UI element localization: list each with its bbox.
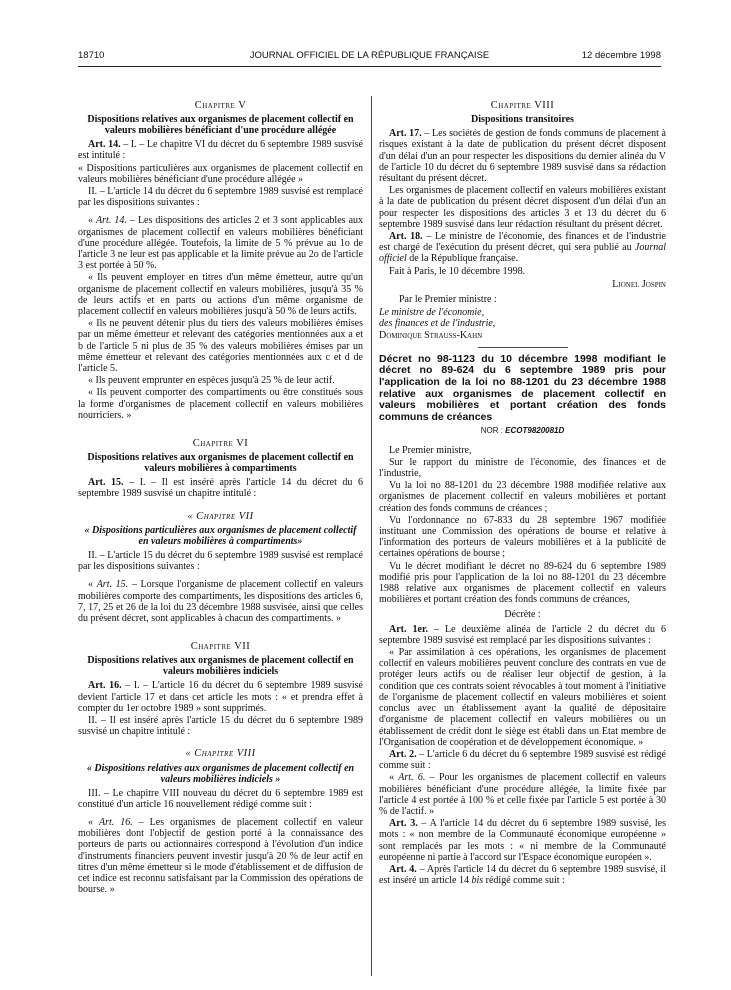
paragraph: Vu le décret modifiant le décret no 89-624 du 6 septembre 1989 modifié pris pour l'application de la loi no 88-1201 du 23 décembre 1988 relative aux organismes de placement collectif en valeurs mobilières et portant création des fonds communs de créances, <box>379 560 666 606</box>
quoted-chapter-subtitle: « Dispositions particulières aux organismes de placement collectif en valeurs mobilières à compartiments» <box>84 524 357 547</box>
paragraph: II. – Il est inséré après l'article 15 du décret du 6 septembre 1989 susvisé un chapitre intitulé : <box>78 714 363 738</box>
left-column <box>78 96 363 896</box>
quoted-paragraph: « Ils peuvent employer en titres d'un même émetteur, autre qu'un organisme de placement collectif en valeurs mobilières, jusqu'à 35 % de leurs actifs et en parts ou actions d'un même organisme de placement collectif en valeurs mobilières jusqu'à 50 % de leurs actifs. <box>78 272 363 318</box>
paragraph: Sur le rapport du ministre de l'économie, des finances et de l'industrie, <box>379 456 666 480</box>
article-label: Art. 3. <box>389 818 418 830</box>
chapter-title: Chapitre VII <box>190 641 251 653</box>
article-label: Art. 2. <box>389 748 417 760</box>
paragraph: Le Premier ministre, <box>389 444 472 456</box>
quoted-paragraph: « Ils ne peuvent détenir plus du tiers des valeurs mobilières émises par un même émetteur et relevant des catégories mentionnées aux a et b de l'article 5 ni plus de 35 % des valeurs mobilières émises par un même émetteur et relevant des catégories mentionnées aux c et d de l'article 5. <box>78 318 363 375</box>
article-label: Art. 4. <box>389 863 417 875</box>
nor-reference: NOR : ECOT9820081D <box>480 426 565 436</box>
chapter-subtitle: Dispositions relatives aux organismes de placement collectif en valeurs mobilières à compartiments <box>87 452 354 475</box>
decree-title: Décret no 98-1123 du 10 décembre 1998 modifiant le décret no 89-624 du 6 septembre 1989 pris pour l'application de la loi no 88-1201 du 23 décembre 1988 relative aux organismes de placement collectif en valeurs mobilières et portant création des fonds communs de créances <box>379 352 666 423</box>
article-paragraph: Art. 17. – Les sociétés de gestion de fonds communs de placement à risques existant à la date de publication du présent décret disposent d'un délai d'un an pour respecter les dispositions du dernier alinéa du V de l'article 10 du décret du 6 septembre 1989 susvisé dans sa rédaction résultant du présent décret. <box>379 128 666 185</box>
chapter-title: Chapitre V <box>194 100 247 111</box>
article-label: Art. 14. <box>88 139 121 151</box>
article-paragraph: Art. 2. – L'article 6 du décret du 6 septembre 1989 susvisé est rédigé comme suit : <box>379 748 666 772</box>
quoted-paragraph: « Ils peuvent emprunter en espèces jusqu'à 25 % de leur actif. <box>88 375 335 387</box>
minister-title: Le ministre de l'économie, <box>379 307 485 319</box>
article-paragraph: Art. 18. – Le ministre de l'économie, des finances et de l'industrie est chargé de l'exécution du présent décret, qui sera publié au Journal officiel de la République française. <box>379 231 666 265</box>
header-rule <box>78 66 661 67</box>
decrete-label: Décrète : <box>504 609 541 621</box>
paragraph: Vu la loi no 88-1201 du 23 décembre 1988 modifiée relative aux organismes de placement collectif en valeurs mobilières et portant création des fonds communs de créances ; <box>379 480 666 514</box>
separator <box>478 347 568 348</box>
article-label: Art. 18. <box>389 231 423 243</box>
article-paragraph: Art. 4. – Après l'article 14 du décret du 6 septembre 1989 susvisé, il est inséré un article 14 bis rédigé comme suit : <box>379 863 666 887</box>
chapter-subtitle: Dispositions relatives aux organismes de placement collectif en valeurs mobilières indiciels <box>87 655 354 678</box>
quoted-paragraph: « Art. 15. – Lorsque l'organisme de placement collectif en valeurs mobilières comporte des compartiments, les dispositions des articles 6, 7, 17, 25 et 26 de la loi du 23 décembre 1988 susvisée, ainsi que celles du présent décret, sont applicables à chacun des compartiments. » <box>78 579 364 624</box>
page-number: 18710 <box>78 50 105 61</box>
article-paragraph: Art. 3. – A l'article 14 du décret du 6 septembre 1989 susvisé, les mots : « non membre de la Communauté économique européenne » sont remplacés par les mots : « ni membre de la Communauté européenne ni partie à l'accord sur l'Espace économique européen ». <box>379 818 666 863</box>
signatory-prime-minister: Lionel Jospin <box>612 278 666 290</box>
signature-place-date: Fait à Paris, le 10 décembre 1998. <box>389 265 526 277</box>
article-paragraph: Art. 1er. – Le deuxième alinéa de l'article 2 du décret du 6 septembre 1989 susvisé est remplacé par les dispositions suivantes : <box>379 623 666 646</box>
quoted-paragraph: « Art. 14. – Les dispositions des articles 2 et 3 sont applicables aux organismes de placement collectif en valeurs mobilières bénéficiant d'une procédure allégée. Toutefois, la limite de 5 % prévue au 1o de l'article 3 ne leur est pas applicable et la limite prévue au 2o de l'article 3 est portée à 50 %. <box>78 215 364 272</box>
quoted-paragraph: « Par assimilation à ces opérations, les organismes de placement collectif en valeurs mobilières peuvent conclure des contrats en vue de protéger leurs actifs ou de réaliser leur objectif de gestion, à la condition que ces contrats soient révocables à tout moment à l'initiative de l'organisme de placement collectif en valeurs mobilières et soient conclus avec un établissement ayant la qualité de dépositaire d'organisme de placement collectif en valeurs mobilières ou un établissement de crédit dont le siège est établi dans un Etat membre de l'Organisation de coopération et de développement économique. » <box>379 647 666 748</box>
column-divider <box>371 96 372 976</box>
article-label: Art. 16. <box>88 680 122 692</box>
page-header <box>78 50 661 66</box>
article-paragraph: Art. 15. – I. – Il est inséré après l'article 14 du décret du 6 septembre 1989 susvisé un chapitre intitulé : <box>78 477 363 500</box>
chapter-title: Chapitre VIII <box>490 100 555 111</box>
chapter-subtitle: Dispositions transitoires <box>471 114 574 126</box>
chapter-subtitle: Dispositions relatives aux organismes de placement collectif en valeurs mobilières bénéficiant d'une procédure allégée <box>87 114 354 137</box>
paragraph: II. – L'article 15 du décret du 6 septembre 1989 susvisé est remplacé par les dispositions suivantes : <box>78 549 363 573</box>
chapter-title: Chapitre VI <box>192 438 249 450</box>
paragraph: Vu l'ordonnance no 67-833 du 28 septembre 1967 modifiée instituant une Commission des opérations de bourse et relative à l'information des porteurs de valeurs mobilières et à la publicité de certaines opérations de bourse ; <box>379 514 666 560</box>
quoted-paragraph: « Art. 6. – Pour les organismes de placement collectif en valeurs mobilières bénéficiant d'une procédure allégée, la limite fixée par l'article 4 est portée à 100 % et celle fixée par l'article 5 est portée à 30 % de l'actif. » <box>379 772 667 817</box>
quoted-paragraph: « Art. 16. – Les organismes de placement collectif en valeur mobilières dont l'objectif de gestion porté à la connaissance des porteurs de parts ou actionnaires correspond à l'évolution d'un indice d'instruments financiers peuvent investir jusqu'à 20 % de leur actif en titres d'un même émetteur si le mode d'établissement et de diffusion de cet indice est reconnu satisfaisant par la Commission des opérations de bourse. » <box>78 816 364 896</box>
paragraph: III. – Le chapitre VIII nouveau du décret du 6 septembre 1989 est constitué d'un article 16 nouvellement rédigé comme suit : <box>78 787 363 810</box>
quoted-chapter-subtitle: « Dispositions relatives aux organismes de placement collectif en valeurs mobilières indiciels » <box>86 762 355 785</box>
quoted-chapter-title: « Chapitre VII <box>187 510 254 522</box>
paragraph: II. – L'article 14 du décret du 6 septembre 1989 susvisé est remplacé par les dispositions suivantes : <box>78 186 363 209</box>
journal-title: JOURNAL OFFICIEL DE LA RÉPUBLIQUE FRANÇAISE <box>249 50 490 61</box>
article-label: Art. 17. <box>389 128 422 140</box>
quoted-paragraph: « Ils peuvent comporter des compartiments ou être constitués sous la forme d'organismes de placement collectif en valeurs mobilières nourriciers. » <box>78 387 363 421</box>
paragraph: Les organismes de placement collectif en valeurs mobilières existant à la date de publication du présent décret disposent d'un délai d'un an pour respecter les dispositions des articles 3 et 13 du décret du 6 septembre 1989 susvisé dans leur rédaction résultant du présent décret. <box>379 185 666 230</box>
right-column <box>379 96 666 887</box>
quoted-chapter-title: « Chapitre VIII <box>185 748 256 760</box>
minister-title-cont: des finances et de l'industrie, <box>379 318 496 330</box>
article-paragraph: Art. 14. – I. – Le chapitre VI du décret du 6 septembre 1989 susvisé est intitulé : <box>78 139 363 162</box>
countersign-intro: Par le Premier ministre : <box>399 294 497 306</box>
issue-date: 12 décembre 1998 <box>581 50 661 61</box>
article-paragraph: Art. 16. – I. – L'article 16 du décret du 6 septembre 1989 susvisé devient l'article 17 et dans cet article les mots : « et prendra effet à compter du 1er octobre 1989 » sont supprimés. <box>78 680 363 714</box>
article-label: Art. 15. <box>88 477 124 489</box>
signatory-minister: Dominique Strauss-Kahn <box>379 329 483 341</box>
paragraph: « Dispositions particulières aux organismes de placement collectif en valeurs mobilières bénéficiant d'une procédure allégée » <box>78 162 363 185</box>
article-label: Art. 1er. <box>389 623 428 635</box>
